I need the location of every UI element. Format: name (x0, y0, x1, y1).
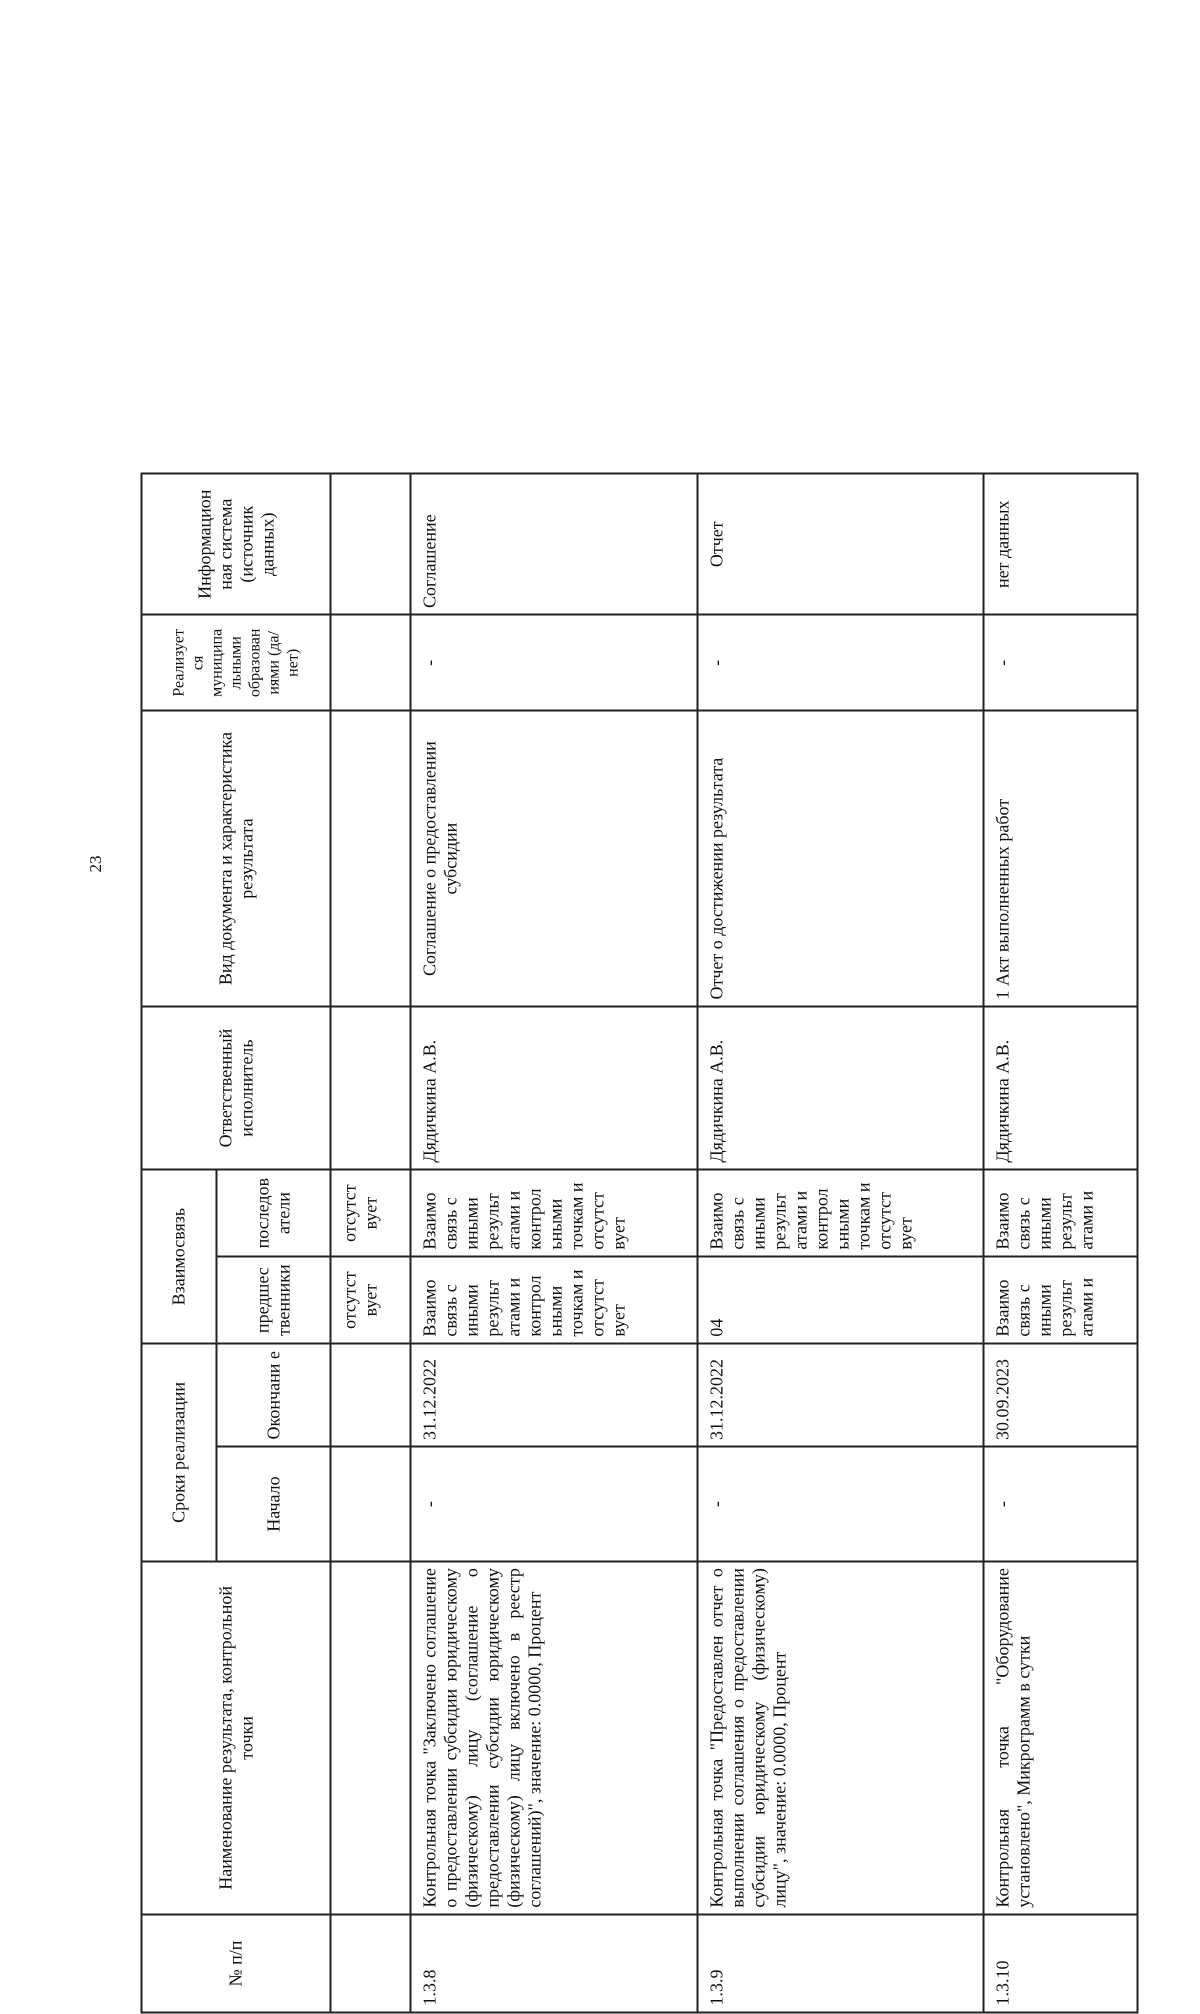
cell-start: - (411, 1447, 697, 1561)
cell-infosys: нет данных (983, 474, 1137, 615)
table-row (983, 474, 1137, 2013)
cell-name: Контрольная точка "Заключено соглашение о предоставлении субсидии юридическому (физическому) лицу (соглашение о предоставлении субсидии юридическому (физическому) лицу включено в реестр соглашений)", значение: 0.0000, Процент (411, 1561, 697, 1914)
cell-num (331, 1915, 411, 2013)
cell-municipal: - (983, 615, 1137, 711)
cell-doc: Соглашение о предоставлении субсидии (411, 711, 697, 1007)
cell-municipal (331, 615, 411, 711)
cell-end: 31.12.2022 (411, 1344, 697, 1447)
header-doc: Вид документа и характеристика результата (142, 711, 331, 1007)
header-terms: Сроки реализации (142, 1344, 217, 1562)
header-municipal: Реализует ся муниципа льными образован иями (да/нет) (142, 615, 331, 711)
cell-predecessors: 04 (697, 1257, 983, 1344)
cell-municipal: - (697, 615, 983, 711)
results-table-container (141, 473, 1139, 2014)
cell-start: - (697, 1447, 983, 1561)
header-successors: последов атели (216, 1170, 331, 1257)
cell-predecessors: отсутст вует (331, 1257, 411, 1344)
cell-doc (331, 711, 411, 1007)
header-relation: Взаимосвязь (142, 1170, 217, 1344)
cell-infosys: Отчет (697, 474, 983, 615)
header-predecessors: предшес твенники (216, 1257, 331, 1344)
results-table (141, 473, 1139, 2014)
cell-successors: Взаимо связь с иными результ атами и контрол ьными точкам и отсутст вует (411, 1170, 697, 1257)
cell-successors: Взаимо связь с иными результ атами и контрол ьными точкам и отсутст вует (697, 1170, 983, 1257)
cell-num: 1.3.10 (983, 1915, 1137, 2013)
cell-doc: 1 Акт выполненных работ (983, 711, 1137, 1007)
cell-predecessors: Взаимо связь с иными результ атами и контрол ьными точкам и отсутст вует (411, 1257, 697, 1344)
cell-successors: отсутст вует (331, 1170, 411, 1257)
cell-start (331, 1447, 411, 1561)
cell-num: 1.3.9 (697, 1915, 983, 2013)
cell-num: 1.3.8 (411, 1915, 697, 2013)
cell-predecessors: Взаимо связь с иными результ атами и (983, 1257, 1137, 1344)
cell-responsible: Дядичкина А.В. (697, 1007, 983, 1170)
cell-end (331, 1344, 411, 1447)
cell-successors: Взаимо связь с иными результ атами и (983, 1170, 1137, 1257)
cell-responsible: Дядичкина А.В. (983, 1007, 1137, 1170)
cell-name: Контрольная точка "Оборудование установлено", Микрограмм в сутки (983, 1561, 1137, 1914)
table-row (697, 474, 983, 2013)
cell-infosys (331, 474, 411, 615)
table-row (331, 474, 411, 2013)
cell-start: - (983, 1447, 1137, 1561)
cell-infosys: Соглашение (411, 474, 697, 615)
cell-name: Контрольная точка "Предоставлен отчет о выполнении соглашения о предоставлении субсидии юридическому (физическому) лицу", значение: 0.0000, Процент (697, 1561, 983, 1914)
header-responsible: Ответственный исполнитель (142, 1007, 331, 1170)
table-row (411, 474, 697, 2013)
header-infosys: Информацион ная система (источник данных) (142, 474, 331, 615)
cell-doc: Отчет о достижении результата (697, 711, 983, 1007)
cell-responsible (331, 1007, 411, 1170)
header-name: Наименование результата, контрольной точки (142, 1561, 331, 1914)
cell-end: 31.12.2022 (697, 1344, 983, 1447)
header-end: Окончани е (216, 1344, 331, 1447)
cell-municipal: - (411, 615, 697, 711)
cell-responsible: Дядичкина А.В. (411, 1007, 697, 1170)
cell-end: 30.09.2023 (983, 1344, 1137, 1447)
header-row-1 (142, 474, 217, 2013)
header-start: Начало (216, 1447, 331, 1561)
cell-name (331, 1561, 411, 1914)
page-number: 23 (86, 855, 105, 873)
header-num: № п/п (142, 1915, 331, 2013)
